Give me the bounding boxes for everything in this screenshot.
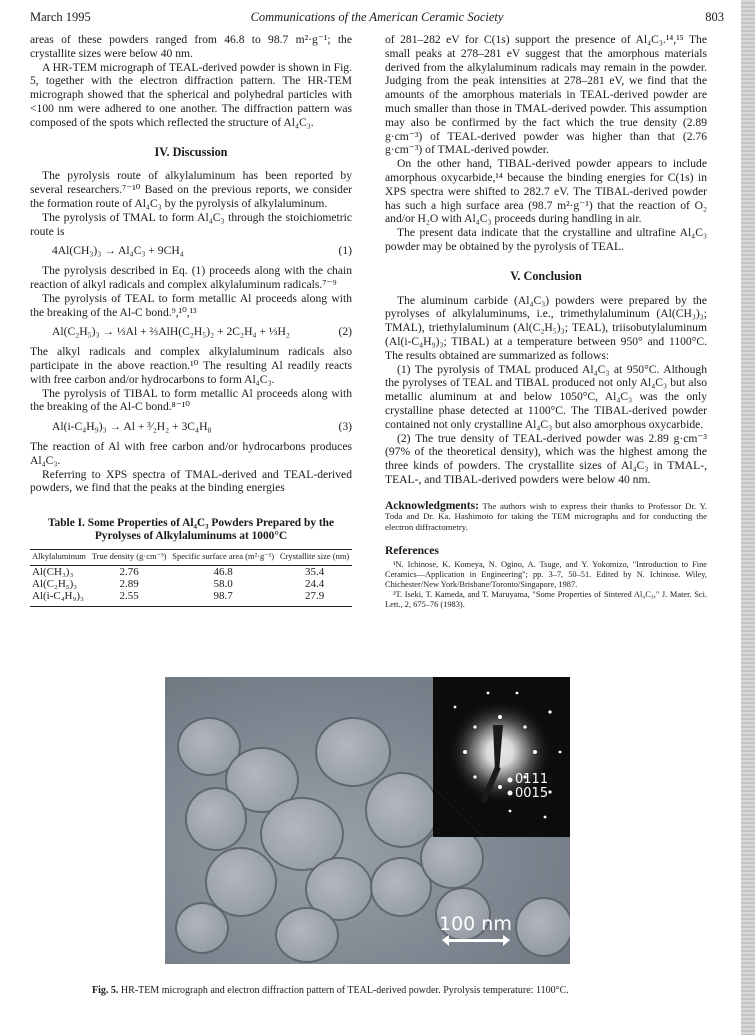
table-header: Specific surface area (m²·g⁻¹) bbox=[172, 551, 275, 562]
paragraph: The aluminum carbide (Al₄C₃) powders were prepared by the pyrolyses of alkylaluminums, i.e., trimethylaluminum (Al(CH₃)₃; TMAL), triethylaluminum (Al(C₂H₅)₃; TEAL), triisobutylaluminum (Al(i-C₄H₉)₃; TIBAL) at a temperature between 950° and 1100°C. The results obtained are summarized as follows: bbox=[385, 293, 707, 362]
paragraph: The alkyl radicals and complex alkylaluminum radicals also participate in the above reaction.¹⁰ The resulting Al readily reacts with free carbon and/or hydrocarbons to form Al₄C₃. bbox=[30, 345, 352, 386]
table-header: True density (g·cm⁻³) bbox=[91, 551, 167, 562]
acknowledgments-label: Acknowledgments: bbox=[385, 499, 479, 512]
diffraction-spot-label: 0111 bbox=[515, 772, 549, 787]
equation-1 bbox=[52, 244, 352, 258]
paragraph: The pyrolysis of TEAL to form metallic Al proceeds along with the breaking of the Al-C bond.⁹,¹⁰,¹³ bbox=[30, 291, 352, 319]
scale-bar-label: 100 nm bbox=[439, 913, 512, 935]
equation-text: Al(i-C₄H₉)₃ → Al + ³⁄₂H₂ + 3C₄H₈ bbox=[52, 420, 212, 434]
references bbox=[385, 544, 707, 610]
equation-number: (1) bbox=[338, 244, 352, 258]
figure-caption bbox=[92, 985, 692, 996]
references-heading: References bbox=[385, 544, 439, 558]
paragraph: On the other hand, TIBAL-derived powder appears to include amorphous oxycarbide,¹⁴ because the binding energies for C(1s) in XPS spectra were shifted to 282.7 eV. The TIBAL-derived powder has such a high surface area (98.7 m²·g⁻¹) that the reaction of O₂ and/or H₂O with Al₄C₃ proceeds during handling in air. bbox=[385, 157, 707, 226]
section-heading-conclusion: V. Conclusion bbox=[510, 268, 582, 283]
left-column bbox=[30, 33, 352, 607]
right-column bbox=[385, 33, 707, 610]
table-header: Crystallite size (nm) bbox=[279, 551, 350, 562]
paragraph: (2) The true density of TEAL-derived powder was 2.89 g·cm⁻³ (97% of the theoretical density), which was the highest among the three kinds of powders. The crystallite sizes of Al₄C₃ in TMAL-, TEAL-, and TIBAL-derived powders were below 40 nm. bbox=[385, 431, 707, 486]
table-cell: 58.0 bbox=[213, 578, 233, 591]
paragraph: (1) The pyrolysis of TMAL produced Al₄C₃ at 950°C. Although the pyrolyses of TEAL and TIBAL produced not only Al₄C₃ but also metallic aluminum at and below 1050°C, Al₄C₃ was the only crystalline phase detected at 1100°C. The TIBAL-derived powder contained not only crystalline Al₄C₃ but also amorphous oxycarbide. bbox=[385, 362, 707, 431]
paragraph: The reaction of Al with free carbon and/or hydrocarbons produces Al₄C₃. bbox=[30, 439, 352, 467]
header-page-number: 803 bbox=[705, 10, 724, 24]
table-cell: 24.4 bbox=[304, 578, 325, 591]
page-edge-shadow bbox=[741, 0, 755, 1035]
table-cell: 2.55 bbox=[89, 590, 169, 607]
table-cell: Al(CH₃)₃ bbox=[32, 566, 74, 579]
table-cell: 27.9 bbox=[277, 590, 352, 607]
equation-text: Al(C₂H₅)₃ → ⅓Al + ⅔AlH(C₂H₅)₂ + 2C₂H₄ + ⅓H₂ bbox=[52, 325, 290, 339]
running-header bbox=[30, 10, 724, 26]
properties-table bbox=[30, 549, 352, 607]
header-journal: Communications of the American Ceramic Society bbox=[250, 10, 504, 24]
paragraph: The pyrolysis route of alkylaluminum has been reported by several researchers.⁷⁻¹⁰ Based on the previous reports, we consider the formation route of Al₄C₃ by the pyrolysis of alkylaluminum. bbox=[30, 169, 352, 210]
tem-micrograph bbox=[165, 677, 570, 964]
equation-text: 4Al(CH₃)₃ → Al₄C₃ + 9CH₄ bbox=[52, 244, 184, 258]
table-cell: 35.4 bbox=[304, 566, 325, 579]
paragraph: areas of these powders ranged from 46.8 to 98.7 m²·g⁻¹; the crystallite sizes were below 40 nm. bbox=[30, 33, 352, 60]
paragraph: Referring to XPS spectra of TMAL-derived and TEAL-derived powders, we find that the peaks at the binding energies bbox=[30, 467, 352, 495]
table-cell: 46.8 bbox=[213, 566, 233, 579]
paragraph: The pyrolysis described in Eq. (1) proceeds along with the chain reaction of alkyl radicals and complex alkylaluminum radicals.⁷⁻⁹ bbox=[30, 264, 352, 291]
paragraph: The pyrolysis of TMAL to form Al₄C₃ through the stoichiometric route is bbox=[30, 210, 352, 238]
section-heading-discussion: IV. Discussion bbox=[154, 144, 228, 159]
paragraph: The present data indicate that the crystalline and ultrafine Al₄C₃ powder may be obtained by the pyrolysis of TEAL. bbox=[385, 226, 707, 253]
diffraction-spot-label: 0015 bbox=[515, 786, 549, 801]
table-cell: 98.7 bbox=[169, 590, 277, 607]
header-date: March 1995 bbox=[30, 10, 91, 24]
table-row bbox=[30, 566, 352, 579]
equation-2 bbox=[52, 325, 352, 339]
paragraph: of 281–282 eV for C(1s) support the presence of Al₄C₃.¹⁴,¹⁵ The small peaks at 278–281 eV suggest that the amorphous materials derived from the alkylaluminum radicals may remain in the powder. Judging from the peak intensities at 278–281 eV, we find that the amounts of the amorphous materials in TEAL-derived powder are much smaller than those in TMAL-derived powder. This assumption may also be confirmed by the fact which the true density (2.89 g·cm⁻³) of TEAL-derived powder was higher than that (2.76 g·cm⁻³) of TMAL-derived powder. bbox=[385, 33, 707, 157]
paragraph: A HR-TEM micrograph of TEAL-derived powder is shown in Fig. 5, together with the electron diffraction pattern. The HR-TEM micrograph showed that the spherical and polyhedral particles with <100 nm were adhered to one another. The diffraction pattern was composed of the spots which reflected the structure of Al₄C₃. bbox=[30, 60, 352, 129]
table-cell: Al(i-C₄H₉)₃ bbox=[30, 590, 89, 607]
table-header-row bbox=[30, 550, 352, 566]
equation-number: (3) bbox=[338, 420, 352, 434]
table-cell: 2.76 bbox=[119, 566, 139, 579]
acknowledgments-text: The authors wish to express their thanks to Professor Dr. Y. Toda and Dr. Ka. Hashimoto for taking the TEM micrographs and for conducting the electron diffractometry. bbox=[385, 500, 707, 532]
reference-item: ¹N. Ichinose, K. Komeya, N. Ogino, A. Tsuge, and Y. Yokomizo, "Introduction to Fine Ceramics—Application in Engineering"; pp. 3–7, 50–51. Edited by N. Ichinose. Wiley, Chichester/New York/Brisbane/Toronto/Singapore, 1987. bbox=[385, 560, 707, 589]
scale-bar bbox=[448, 939, 504, 942]
acknowledgments bbox=[385, 501, 707, 533]
table-cell: 2.89 bbox=[119, 578, 139, 591]
reference-item: ²T. Iseki, T. Kameda, and T. Maruyama, "Some Properties of Sintered Al₄C₃," J. Mater. Sci. Lett., 2, 675–76 (1983). bbox=[385, 590, 707, 609]
paragraph: The pyrolysis of TIBAL to form metallic Al proceeds along with the breaking of the Al-C bond.⁸⁻¹⁰ bbox=[30, 386, 352, 414]
table-header: Alkylaluminum bbox=[32, 551, 86, 562]
equation-number: (2) bbox=[338, 325, 352, 339]
table-row bbox=[30, 578, 352, 590]
table-cell: Al(C₂H₅)₃ bbox=[32, 578, 78, 591]
table-row bbox=[30, 590, 352, 607]
figure-caption-text: HR-TEM micrograph and electron diffraction pattern of TEAL-derived powder. Pyrolysis temperature: 1100°C. bbox=[118, 985, 569, 996]
table-title: Table I. Some Properties of Al₄C₃ Powders Prepared by the Pyrolyses of Alkylaluminums at 1000°C bbox=[47, 517, 335, 543]
equation-3 bbox=[52, 420, 352, 434]
figure-caption-label: Fig. 5. bbox=[92, 985, 119, 996]
